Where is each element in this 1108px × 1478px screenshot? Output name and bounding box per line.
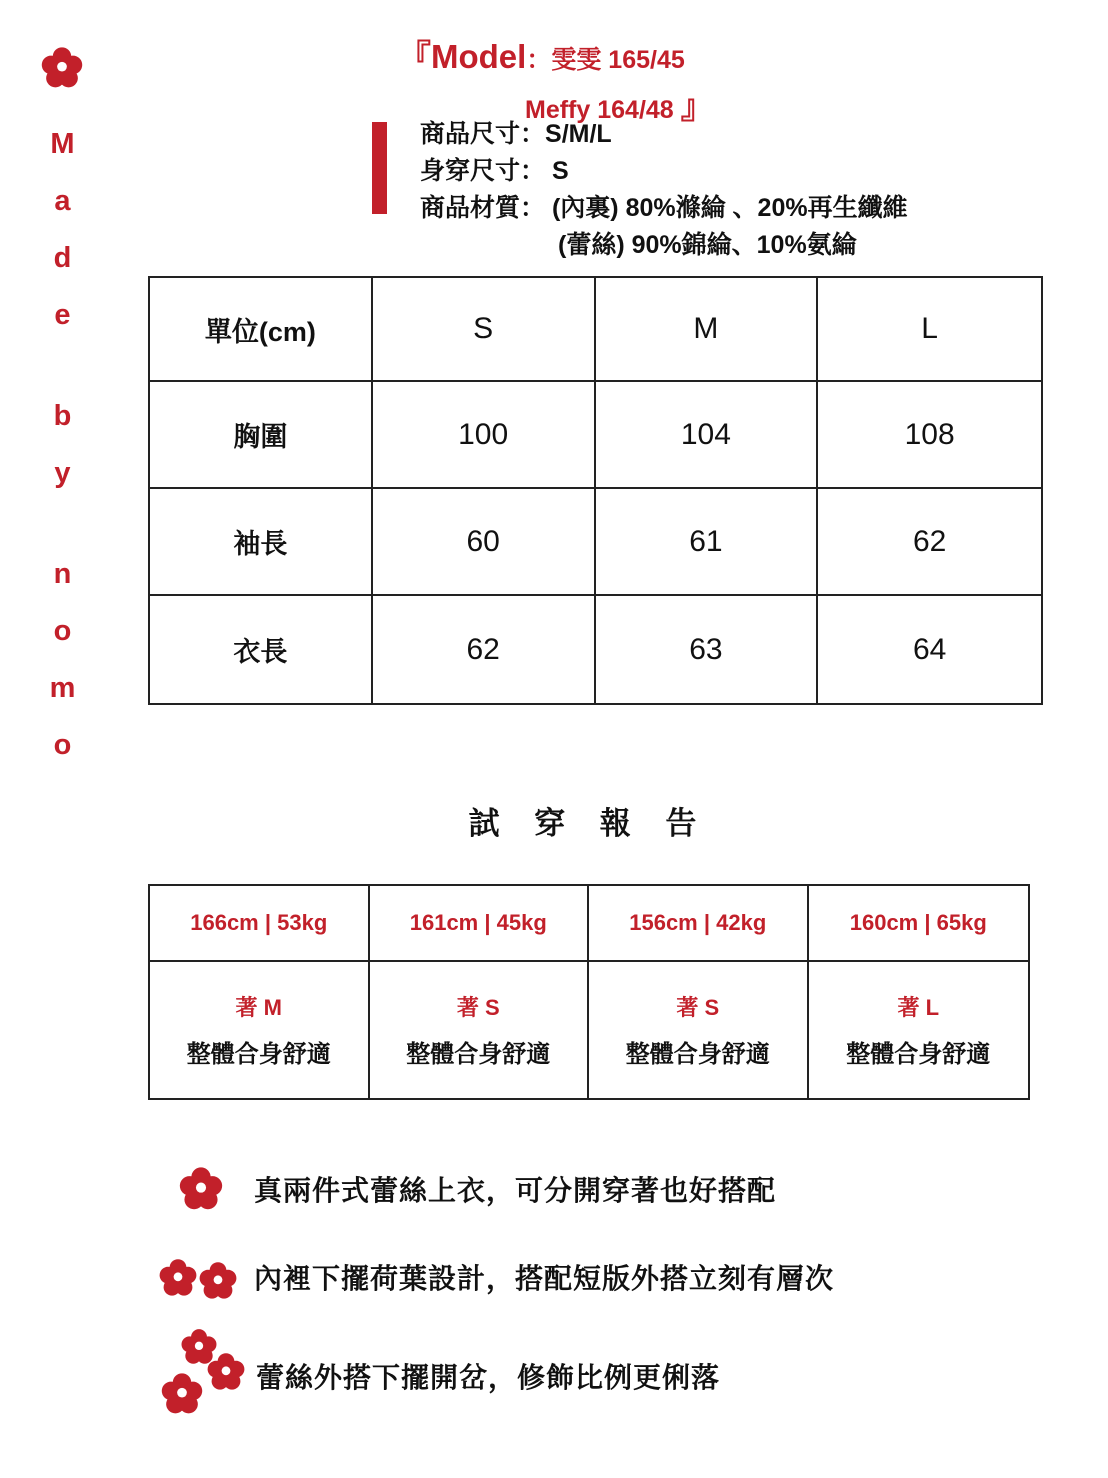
size-table-unit-header: 單位(cm) <box>150 278 373 382</box>
feature-item <box>158 1328 720 1423</box>
material-line2 <box>558 227 908 264</box>
size-cell-length-l: 64 <box>912 632 947 666</box>
size-cell-length-s: 62 <box>373 596 596 703</box>
fit-tester2-size: 著 S <box>456 995 500 1020</box>
size-cell-sleeve-s: 60 <box>373 489 596 596</box>
size-table <box>148 276 1043 705</box>
size-cell-sleeve-m: 61 <box>596 489 819 596</box>
model-name-1: 雯雯 165/45 <box>551 46 685 74</box>
size-cell-bust-l: 108 <box>818 382 1041 489</box>
flower-icon <box>178 1166 224 1212</box>
fit-tester1-comment: 整體合身舒適 <box>186 1041 331 1068</box>
brand-column <box>38 46 86 786</box>
size-table-header-s: S <box>373 278 596 382</box>
product-size-label: 商品尺寸： <box>420 120 546 148</box>
material-value-lace: (蕾絲) 90%錦綸、10%氨綸 <box>558 231 857 259</box>
size-row-bust-label: 胸圍 <box>150 382 373 489</box>
open-quote: 『 <box>398 38 431 75</box>
model-name-2: Meffy 164/48 <box>525 95 674 124</box>
feature-text: 內裡下擺荷葉設計，搭配短版外搭立刻有層次 <box>254 1263 835 1294</box>
model-title-line1 <box>398 32 714 82</box>
fit-report-table <box>148 884 1030 1100</box>
product-size-line <box>420 116 908 153</box>
size-table-header-m: M <box>596 278 819 382</box>
fit-tester3-stats: 156cm | 42kg <box>589 886 809 962</box>
fit-tester3-result <box>589 962 809 1098</box>
feature-text: 蕾絲外搭下擺開岔，修飾比例更俐落 <box>256 1361 721 1393</box>
feature-text: 真兩件式蕾絲上衣，可分開穿著也好搭配 <box>254 1175 777 1206</box>
fit-tester4-stats: 160cm | 65kg <box>809 886 1029 962</box>
fit-tester1-stats: 166cm | 53kg <box>150 886 370 962</box>
worn-size-value: S <box>551 157 569 185</box>
fit-tester3-comment: 整體合身舒適 <box>625 1041 770 1068</box>
material-value-lining: (內裏) 80%滌綸 、20%再生纖維 <box>551 194 908 222</box>
brand-vertical-text <box>48 128 77 786</box>
flower-icon <box>40 46 84 90</box>
size-row-sleeve-label: 袖長 <box>150 489 373 596</box>
material-label: 商品材質： <box>420 194 546 222</box>
brand-word-nomo: nomo <box>46 558 79 786</box>
product-size-value: S/M/L <box>545 120 612 148</box>
product-info <box>372 116 908 264</box>
triple-flower-icon <box>158 1328 250 1423</box>
red-accent-bar <box>372 122 387 214</box>
worn-size-label: 身穿尺寸： <box>420 157 546 185</box>
double-flower-icon <box>158 1252 240 1302</box>
model-label: Model <box>431 38 527 75</box>
fit-tester1-result <box>150 962 370 1098</box>
size-cell-length-m: 63 <box>596 596 819 703</box>
feature-item <box>158 1252 834 1302</box>
material-line <box>420 190 908 227</box>
fit-tester3-size: 著 S <box>676 995 720 1020</box>
worn-size-line <box>420 153 908 190</box>
size-table-header-l: L <box>818 278 1041 382</box>
fit-tester4-size: 著 L <box>897 995 940 1020</box>
product-info-lines <box>420 116 908 264</box>
size-cell-bust-s: 100 <box>373 382 596 489</box>
brand-word-by: by <box>46 400 79 514</box>
fit-tester1-size: 著 M <box>235 995 282 1020</box>
size-row-length-label: 衣長 <box>150 596 373 703</box>
fit-tester4-comment: 整體合身舒適 <box>846 1041 991 1068</box>
brand-word-made: Made <box>46 128 79 356</box>
fit-tester2-stats: 161cm | 45kg <box>370 886 590 962</box>
size-cell-bust-m: 104 <box>596 382 819 489</box>
fit-tester4-result <box>809 962 1029 1098</box>
fit-tester2-result <box>370 962 590 1098</box>
model-separator: ： <box>526 46 552 74</box>
fit-report-title: 試 穿 報 告 <box>468 806 710 841</box>
size-cell-sleeve-l: 62 <box>818 489 1041 596</box>
feature-item <box>178 1166 776 1212</box>
fit-tester2-comment: 整體合身舒適 <box>406 1041 551 1068</box>
close-quote: 』 <box>680 87 714 125</box>
